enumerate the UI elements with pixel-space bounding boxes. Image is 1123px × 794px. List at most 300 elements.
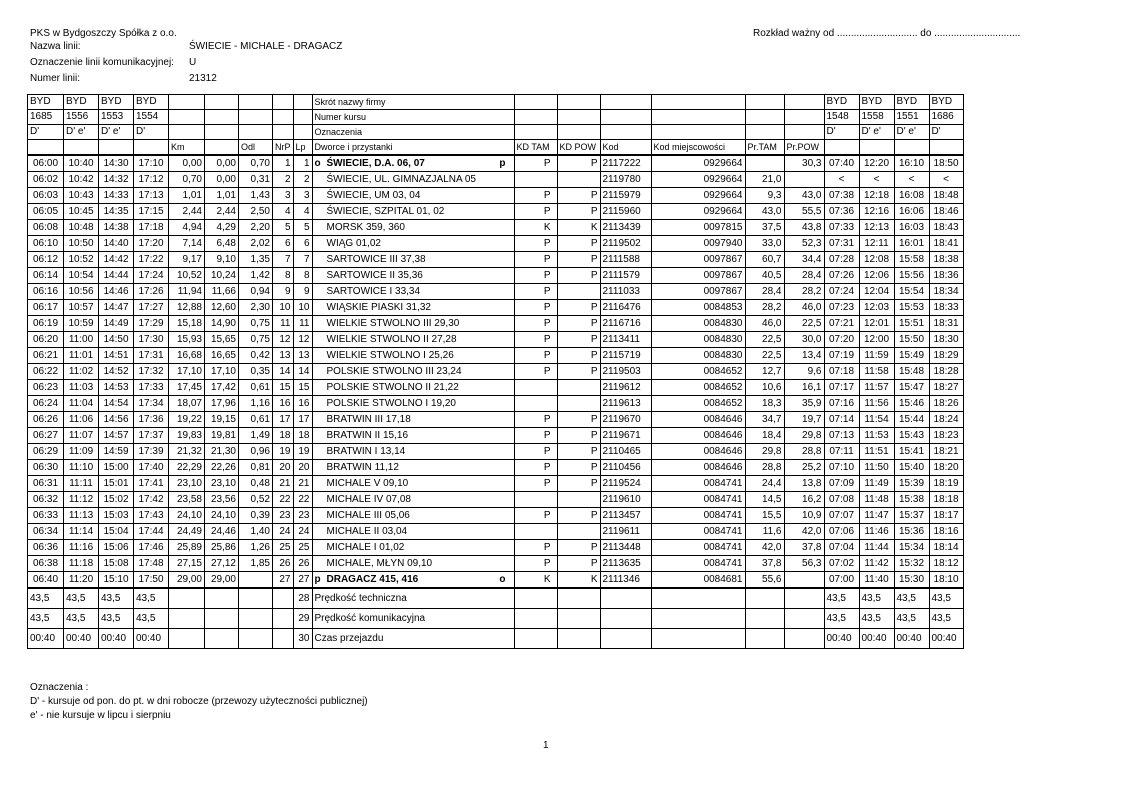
empty-cell (745, 588, 784, 609)
distance: 1,26 (239, 540, 273, 556)
kod: 2113635 (600, 556, 651, 572)
km-cumulative-2: 24,46 (205, 524, 239, 540)
km-cumulative-2: 21,30 (205, 444, 239, 460)
departure-time: 10:48 (64, 220, 99, 236)
kod-miejscowosci: 0084830 (651, 348, 745, 364)
course-firm: BYD (64, 95, 99, 110)
kd-pow: P (557, 508, 600, 524)
return-time: 18:43 (929, 220, 963, 236)
return-time: 18:33 (929, 300, 963, 316)
lp: 17 (293, 412, 312, 428)
footer-value: 43,5 (134, 588, 169, 609)
pr-pow: 29,8 (784, 428, 824, 444)
kd-tam: P (514, 268, 557, 284)
kod-miejscowosci: 0084830 (651, 316, 745, 332)
table-row (28, 316, 964, 332)
return-time: 12:06 (859, 268, 894, 284)
return-time: 15:49 (894, 348, 929, 364)
pr-tam: 60,7 (745, 252, 784, 268)
departure-time: 11:10 (64, 460, 99, 476)
pr-pow: 43,0 (784, 188, 824, 204)
stop-pre-mark: o (314, 158, 321, 169)
km-cumulative-2: 19,81 (205, 428, 239, 444)
kod: 2110465 (600, 444, 651, 460)
nrp: 9 (273, 284, 294, 300)
lp: 27 (293, 572, 312, 589)
return-time: 07:26 (824, 268, 859, 284)
stop-name-cell (312, 188, 514, 204)
kd-pow: P (557, 556, 600, 572)
kd-pow: P (557, 348, 600, 364)
departure-time: 11:11 (64, 476, 99, 492)
return-time: 07:19 (824, 348, 859, 364)
course-num: 1558 (859, 110, 894, 125)
return-time: 15:56 (894, 268, 929, 284)
departure-time: 06:32 (28, 492, 64, 508)
return-time: 15:39 (894, 476, 929, 492)
kd-tam (514, 492, 557, 508)
course-number-row (28, 110, 964, 125)
table-row (28, 380, 964, 396)
kd-tam: P (514, 460, 557, 476)
empty-cell (134, 140, 169, 156)
col-pr-tam: Pr.TAM (745, 140, 784, 156)
departure-time: 06:23 (28, 380, 64, 396)
departure-time: 17:43 (134, 508, 169, 524)
stop-name: DRAGACZ 415, 416 (326, 574, 419, 585)
empty-cell (239, 609, 273, 629)
return-time: 07:06 (824, 524, 859, 540)
table-row (28, 348, 964, 364)
return-time: 11:40 (859, 572, 894, 589)
empty-cell (239, 629, 273, 649)
kd-tam: P (514, 428, 557, 444)
departure-time: 10:50 (64, 236, 99, 252)
kod-miejscowosci: 0084646 (651, 428, 745, 444)
km-cumulative: 7,14 (169, 236, 205, 252)
kod-miejscowosci: 0084652 (651, 380, 745, 396)
departure-time: 15:03 (99, 508, 134, 524)
km-cumulative: 11,94 (169, 284, 205, 300)
return-time: 11:47 (859, 508, 894, 524)
departure-time: 06:31 (28, 476, 64, 492)
nrp: 26 (273, 556, 294, 572)
empty-cell (514, 609, 557, 629)
departure-time: 06:29 (28, 444, 64, 460)
departure-time: 14:54 (99, 396, 134, 412)
return-time: 15:34 (894, 540, 929, 556)
kd-tam: K (514, 572, 557, 589)
return-time: 07:18 (824, 364, 859, 380)
return-time: 11:57 (859, 380, 894, 396)
nrp: 12 (273, 332, 294, 348)
designation: U (189, 57, 197, 68)
empty-cell (784, 95, 824, 110)
return-time: 12:00 (859, 332, 894, 348)
km-cumulative-2: 1,01 (205, 188, 239, 204)
departure-time: 11:04 (64, 396, 99, 412)
km-cumulative: 15,93 (169, 332, 205, 348)
km-cumulative: 19,83 (169, 428, 205, 444)
return-time: 07:23 (824, 300, 859, 316)
stop-name: BRATWIN III 17,18 (326, 414, 411, 425)
empty-cell (600, 110, 651, 125)
stop-name-cell (312, 252, 514, 268)
nrp: 25 (273, 540, 294, 556)
empty-cell (293, 95, 312, 110)
pr-tam: 22,5 (745, 332, 784, 348)
pr-pow: 28,4 (784, 268, 824, 284)
table-row (28, 476, 964, 492)
stop-name-cell (312, 364, 514, 380)
empty-cell (205, 110, 239, 125)
departure-time: 17:41 (134, 476, 169, 492)
empty-cell (169, 609, 205, 629)
empty-cell (600, 609, 651, 629)
kd-tam (514, 172, 557, 188)
nrp: 4 (273, 204, 294, 220)
departure-time: 14:32 (99, 172, 134, 188)
km-cumulative-2: 2,44 (205, 204, 239, 220)
kod-miejscowosci: 0097867 (651, 268, 745, 284)
departure-time: 06:20 (28, 332, 64, 348)
footer-row (28, 609, 964, 629)
return-time: 11:49 (859, 476, 894, 492)
kd-tam: P (514, 236, 557, 252)
pr-pow: 46,0 (784, 300, 824, 316)
empty-cell (651, 110, 745, 125)
col-nrp: NrP (273, 140, 294, 156)
nrp: 15 (273, 380, 294, 396)
empty-cell (784, 125, 824, 140)
departure-time: 17:37 (134, 428, 169, 444)
distance: 1,49 (239, 428, 273, 444)
empty-cell (205, 95, 239, 110)
departure-time: 06:17 (28, 300, 64, 316)
departure-time: 06:27 (28, 428, 64, 444)
return-time: 12:20 (859, 155, 894, 172)
return-time: 07:09 (824, 476, 859, 492)
empty-cell (514, 629, 557, 649)
pr-tam: 11,6 (745, 524, 784, 540)
lp: 22 (293, 492, 312, 508)
km-cumulative-2: 6,48 (205, 236, 239, 252)
stop-name-cell (312, 428, 514, 444)
stop-name: MICHALE III 05,06 (326, 510, 410, 521)
footer-value: 00:40 (99, 629, 134, 649)
departure-time: 14:59 (99, 444, 134, 460)
empty-cell (824, 140, 859, 156)
empty-cell (557, 588, 600, 609)
stop-name-cell (312, 348, 514, 364)
kd-pow: P (557, 300, 600, 316)
departure-time: 06:33 (28, 508, 64, 524)
departure-time: 17:50 (134, 572, 169, 589)
stop-name: BRATWIN II 15,16 (326, 430, 409, 441)
return-time: 18:18 (929, 492, 963, 508)
stop-name: WIĄSKIE PIASKI 31,32 (326, 302, 431, 313)
departure-time: 14:42 (99, 252, 134, 268)
footer-lp: 28 (293, 588, 312, 609)
return-time: 07:28 (824, 252, 859, 268)
table-row (28, 188, 964, 204)
stop-name: POLSKIE STWOLNO II 21,22 (326, 382, 459, 393)
kod: 2113411 (600, 332, 651, 348)
return-time: 07:07 (824, 508, 859, 524)
stop-name: ŚWIECIE, SZPITAL 01, 02 (326, 206, 445, 217)
return-time: 15:30 (894, 572, 929, 589)
stop-name: ŚWIECIE, UL. GIMNAZJALNA 05 (326, 174, 476, 185)
table-row (28, 364, 964, 380)
header-label: Oznaczenia (312, 125, 514, 140)
departure-time: 15:10 (99, 572, 134, 589)
departure-time: 17:27 (134, 300, 169, 316)
nrp: 16 (273, 396, 294, 412)
return-time: 07:17 (824, 380, 859, 396)
km-cumulative: 1,01 (169, 188, 205, 204)
return-time: 07:14 (824, 412, 859, 428)
km-cumulative-2: 17,10 (205, 364, 239, 380)
pr-tam: 24,4 (745, 476, 784, 492)
departure-time: 06:10 (28, 236, 64, 252)
departure-time: 11:14 (64, 524, 99, 540)
kd-pow: P (557, 188, 600, 204)
empty-cell (205, 629, 239, 649)
nrp: 22 (273, 492, 294, 508)
km-cumulative-2: 23,56 (205, 492, 239, 508)
stop-name-cell (312, 476, 514, 492)
kd-pow: K (557, 220, 600, 236)
departure-time: 06:40 (28, 572, 64, 589)
pr-tam: 15,5 (745, 508, 784, 524)
empty-cell (745, 95, 784, 110)
return-time: 18:26 (929, 396, 963, 412)
departure-time: 06:36 (28, 540, 64, 556)
departure-time: 14:51 (99, 348, 134, 364)
pr-tam: 18,3 (745, 396, 784, 412)
departure-time: 17:42 (134, 492, 169, 508)
pr-pow: 22,5 (784, 316, 824, 332)
nrp: 6 (273, 236, 294, 252)
course-mark: D' e' (894, 125, 929, 140)
column-header-row (28, 140, 964, 156)
lp: 6 (293, 236, 312, 252)
pr-tam: 37,5 (745, 220, 784, 236)
departure-time: 06:00 (28, 155, 64, 172)
table-row (28, 204, 964, 220)
table-row (28, 396, 964, 412)
return-time: 12:16 (859, 204, 894, 220)
empty-cell (28, 140, 64, 156)
lp: 4 (293, 204, 312, 220)
return-time: 07:00 (824, 572, 859, 589)
return-time: 16:08 (894, 188, 929, 204)
stop-name: MICHALE, MŁYN 09,10 (326, 558, 433, 569)
lp: 11 (293, 316, 312, 332)
nrp: 1 (273, 155, 294, 172)
empty-cell (745, 125, 784, 140)
stop-name: SARTOWICE II 35,36 (326, 270, 423, 281)
kod-miejscowosci: 0929664 (651, 188, 745, 204)
return-time: 12:11 (859, 236, 894, 252)
km-cumulative: 4,94 (169, 220, 205, 236)
stop-name-cell (312, 492, 514, 508)
return-time: 18:38 (929, 252, 963, 268)
return-time: 11:58 (859, 364, 894, 380)
distance: 2,30 (239, 300, 273, 316)
kod: 2119503 (600, 364, 651, 380)
validity: Rozkład ważny od ............................. do ............................... (753, 28, 1021, 39)
course-num: 1686 (929, 110, 963, 125)
departure-time: 15:02 (99, 492, 134, 508)
departure-time: 11:16 (64, 540, 99, 556)
km-cumulative-2: 17,96 (205, 396, 239, 412)
stop-name-cell (312, 556, 514, 572)
km-cumulative: 24,49 (169, 524, 205, 540)
departure-time: 06:12 (28, 252, 64, 268)
empty-cell (205, 125, 239, 140)
kd-pow (557, 380, 600, 396)
km-cumulative: 23,10 (169, 476, 205, 492)
kd-pow: P (557, 428, 600, 444)
empty-cell (651, 609, 745, 629)
return-time: 11:44 (859, 540, 894, 556)
stop-name-cell (312, 316, 514, 332)
departure-time: 06:05 (28, 204, 64, 220)
pr-pow: 19,7 (784, 412, 824, 428)
lp: 3 (293, 188, 312, 204)
departure-time: 10:43 (64, 188, 99, 204)
return-time: 18:10 (929, 572, 963, 589)
return-time: 12:04 (859, 284, 894, 300)
departure-time: 14:50 (99, 332, 134, 348)
col-odl: Odl (239, 140, 273, 156)
empty-cell (600, 125, 651, 140)
departure-time: 17:34 (134, 396, 169, 412)
empty-cell (557, 629, 600, 649)
empty-cell (169, 588, 205, 609)
km-cumulative: 15,18 (169, 316, 205, 332)
pr-pow: 35,9 (784, 396, 824, 412)
company-name: PKS w Bydgoszczy Spółka z o.o. (30, 28, 177, 39)
course-firm: BYD (894, 95, 929, 110)
distance: 1,16 (239, 396, 273, 412)
departure-time: 14:35 (99, 204, 134, 220)
kod: 2119610 (600, 492, 651, 508)
distance: 1,40 (239, 524, 273, 540)
empty-cell (239, 588, 273, 609)
footer-row (28, 588, 964, 609)
table-row (28, 155, 964, 172)
departure-time: 17:15 (134, 204, 169, 220)
pr-tam: 37,8 (745, 556, 784, 572)
stop-post-mark: p (499, 158, 506, 169)
km-cumulative-2: 12,60 (205, 300, 239, 316)
km-cumulative: 29,00 (169, 572, 205, 589)
nrp: 24 (273, 524, 294, 540)
table-row (28, 284, 964, 300)
pr-pow: 25,2 (784, 460, 824, 476)
col-kod: Kod (600, 140, 651, 156)
empty-cell (273, 125, 294, 140)
kd-tam: P (514, 508, 557, 524)
return-time: 18:48 (929, 188, 963, 204)
return-time: 11:56 (859, 396, 894, 412)
km-cumulative-2: 22,26 (205, 460, 239, 476)
stop-name-cell (312, 236, 514, 252)
kd-pow (557, 396, 600, 412)
kd-pow (557, 172, 600, 188)
kod-miejscowosci: 0084741 (651, 540, 745, 556)
kod-miejscowosci: 0084646 (651, 444, 745, 460)
course-firm: BYD (929, 95, 963, 110)
distance: 0,81 (239, 460, 273, 476)
lp: 24 (293, 524, 312, 540)
stop-name: SARTOWICE I 33,34 (326, 286, 421, 297)
departure-time: 14:57 (99, 428, 134, 444)
nrp: 5 (273, 220, 294, 236)
empty-cell (514, 125, 557, 140)
lp: 19 (293, 444, 312, 460)
return-time: 18:21 (929, 444, 963, 460)
departure-time: 17:24 (134, 268, 169, 284)
distance: 0,61 (239, 412, 273, 428)
nrp: 20 (273, 460, 294, 476)
return-time: 18:20 (929, 460, 963, 476)
km-cumulative: 27,15 (169, 556, 205, 572)
kd-tam: P (514, 332, 557, 348)
table-row (28, 540, 964, 556)
kd-pow: P (557, 364, 600, 380)
departure-time: 06:14 (28, 268, 64, 284)
departure-time: 14:40 (99, 236, 134, 252)
kod: 2119670 (600, 412, 651, 428)
departure-time: 11:18 (64, 556, 99, 572)
table-row (28, 428, 964, 444)
footer-value: 43,5 (134, 609, 169, 629)
pr-tam: 21,0 (745, 172, 784, 188)
header-label: Numer kursu (312, 110, 514, 125)
departure-time: 14:56 (99, 412, 134, 428)
marks-row (28, 125, 964, 140)
departure-time: 11:03 (64, 380, 99, 396)
course-mark: D' e' (64, 125, 99, 140)
footer-value: 43,5 (28, 588, 64, 609)
distance: 0,39 (239, 508, 273, 524)
empty-cell (169, 629, 205, 649)
stop-name: ŚWIECIE, UM 03, 04 (326, 190, 421, 201)
departure-time: 17:48 (134, 556, 169, 572)
return-time: 11:46 (859, 524, 894, 540)
footer-value: 00:40 (64, 629, 99, 649)
footer-label: Prędkość techniczna (312, 588, 514, 609)
stop-name: MORSK 359, 360 (326, 222, 405, 233)
line-name-label: Nazwa linii: (30, 41, 81, 52)
nrp: 18 (273, 428, 294, 444)
return-time: 07:38 (824, 188, 859, 204)
return-time: 15:41 (894, 444, 929, 460)
distance: 0,31 (239, 172, 273, 188)
return-time: 18:50 (929, 155, 963, 172)
table-row (28, 524, 964, 540)
lp: 9 (293, 284, 312, 300)
stop-name-cell (312, 524, 514, 540)
pr-pow: 28,8 (784, 444, 824, 460)
return-time: 11:48 (859, 492, 894, 508)
km-cumulative: 23,58 (169, 492, 205, 508)
return-time: 15:58 (894, 252, 929, 268)
departure-time: 06:38 (28, 556, 64, 572)
